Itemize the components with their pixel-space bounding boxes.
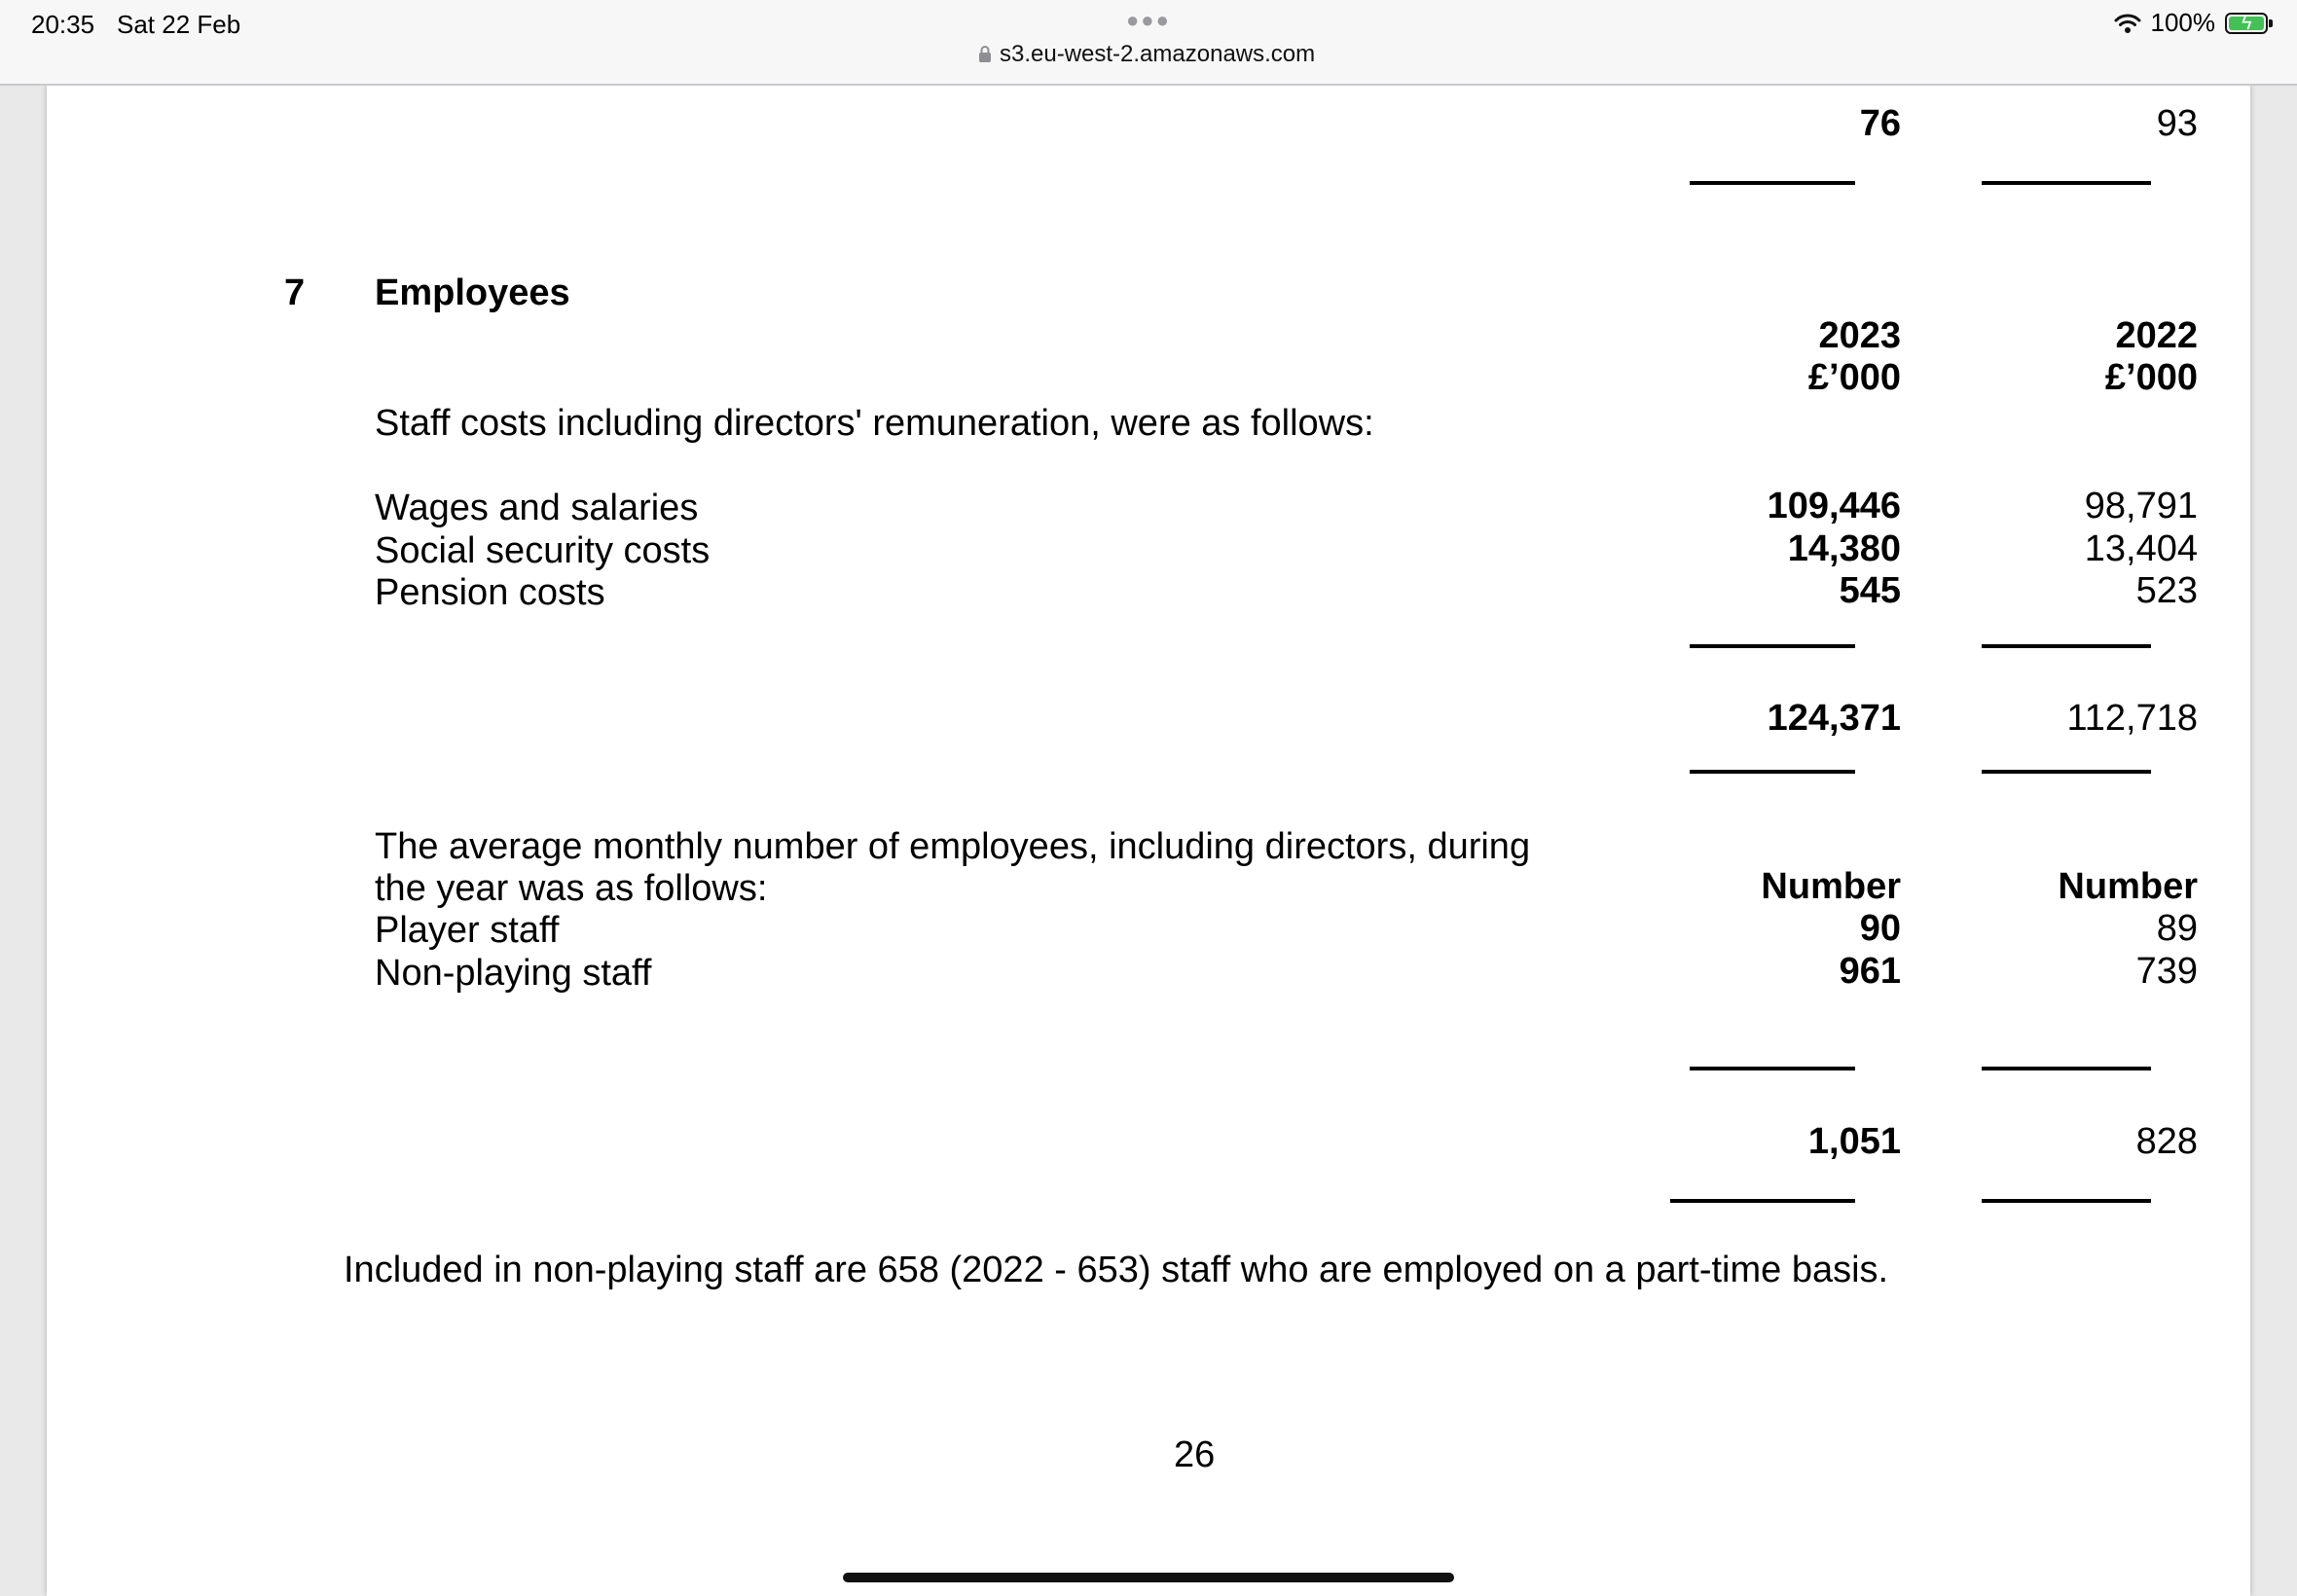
employees-intro-line2: the year was as follows: bbox=[375, 868, 768, 909]
rule bbox=[1982, 770, 2151, 774]
col-header-2023: 2023 bbox=[1818, 315, 1901, 356]
status-time: 20:35 bbox=[31, 10, 95, 39]
section-title: Employees bbox=[375, 272, 570, 313]
document-page bbox=[47, 84, 2250, 1596]
address-bar[interactable] bbox=[978, 41, 1315, 68]
row-value-2023: 90 bbox=[1859, 908, 1901, 949]
col-header-2022: 2022 bbox=[2115, 315, 2198, 356]
employees-total-2023: 1,051 bbox=[1807, 1121, 1901, 1162]
row-value-2023: 14,380 bbox=[1787, 528, 1901, 569]
top-value-2022: 93 bbox=[2156, 103, 2198, 144]
rule bbox=[1690, 181, 1855, 185]
row-value-2022: 523 bbox=[2135, 570, 2198, 611]
more-dots-icon[interactable]: ●●● bbox=[1126, 8, 1171, 32]
home-indicator[interactable] bbox=[843, 1573, 1454, 1582]
status-right bbox=[2114, 8, 2269, 38]
number-header-2023: Number bbox=[1761, 866, 1901, 907]
employees-total-2022: 828 bbox=[2135, 1121, 2198, 1162]
wifi-icon bbox=[2114, 13, 2141, 34]
lock-icon bbox=[978, 46, 992, 63]
staff-costs-total-2022: 112,718 bbox=[2066, 698, 2198, 739]
row-label: Wages and salaries bbox=[375, 488, 699, 528]
rule bbox=[1690, 1067, 1855, 1070]
rule bbox=[1982, 644, 2151, 648]
row-value-2023: 545 bbox=[1839, 570, 1901, 611]
rule bbox=[1982, 181, 2151, 185]
row-value-2022: 89 bbox=[2156, 908, 2198, 949]
row-label: Pension costs bbox=[375, 572, 605, 613]
rule bbox=[1670, 1199, 1855, 1203]
financial-note bbox=[47, 84, 2250, 1596]
battery-percent: 100% bbox=[2150, 8, 2215, 37]
row-value-2023: 109,446 bbox=[1767, 486, 1901, 526]
row-value-2022: 98,791 bbox=[2084, 486, 2198, 526]
row-value-2022: 13,404 bbox=[2084, 528, 2198, 569]
number-header-2022: Number bbox=[2058, 866, 2198, 907]
battery-icon: ϟ bbox=[2225, 13, 2268, 34]
staff-costs-total-2023: 124,371 bbox=[1767, 698, 1901, 739]
employees-intro-line1: The average monthly number of employees, including directors, during bbox=[375, 826, 1531, 867]
col-unit-2022: £’000 bbox=[2104, 357, 2198, 398]
page-number: 26 bbox=[1174, 1434, 1216, 1475]
rule bbox=[1690, 644, 1855, 648]
rule bbox=[1690, 770, 1855, 774]
staff-costs-intro: Staff costs including directors' remuneration, were as follows: bbox=[375, 403, 1374, 444]
row-value-2022: 739 bbox=[2135, 951, 2198, 992]
status-date: Sat 22 Feb bbox=[117, 10, 241, 39]
url-text: s3.eu-west-2.amazonaws.com bbox=[1000, 41, 1316, 67]
col-unit-2023: £’000 bbox=[1807, 357, 1901, 398]
part-time-note: Included in non-playing staff are 658 (2022 - 653) staff who are employed on a part-time basis. bbox=[344, 1250, 1889, 1290]
row-label: Player staff bbox=[375, 910, 560, 951]
row-value-2023: 961 bbox=[1839, 951, 1901, 992]
rule bbox=[1982, 1067, 2151, 1070]
row-label: Non-playing staff bbox=[375, 953, 652, 994]
section-number: 7 bbox=[284, 272, 306, 313]
rule bbox=[1982, 1199, 2151, 1203]
top-value-2023: 76 bbox=[1859, 103, 1901, 144]
status-bar bbox=[0, 0, 2297, 86]
row-label: Social security costs bbox=[375, 530, 711, 571]
